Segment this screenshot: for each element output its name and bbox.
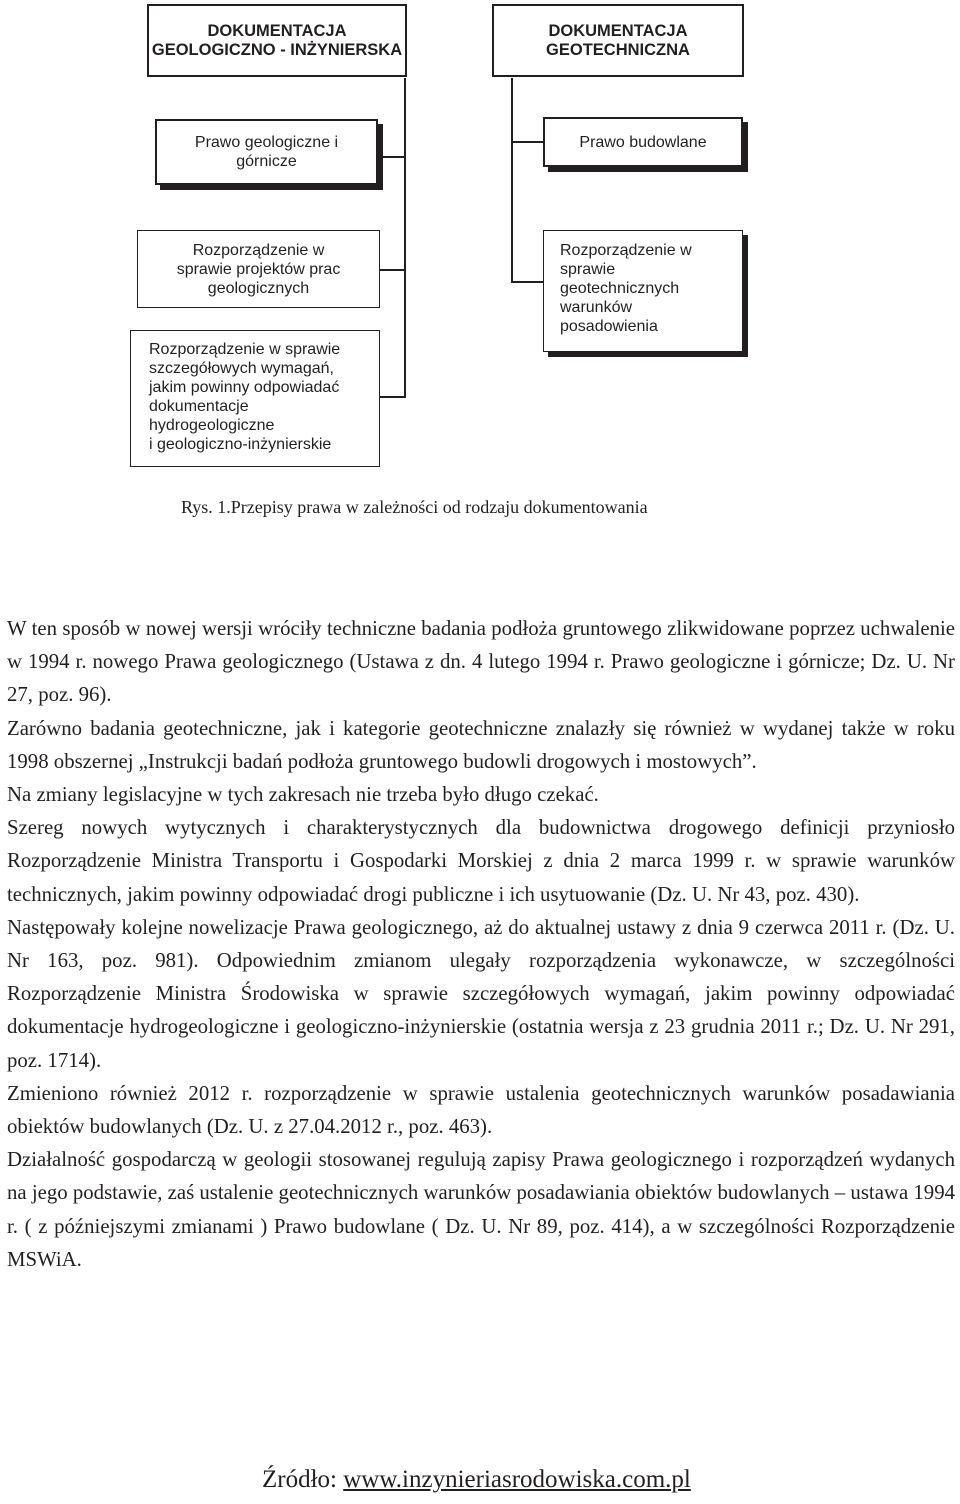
- paragraph: Następowały kolejne nowelizacje Prawa geologicznego, aż do aktualnej ustawy z dnia 9 czerwca 2011 r. (Dz. U. Nr 163, poz. 981). Odpowiednim zmianom ulegały rozporządzenia wykonawcze, w szczególności Rozporządzenie Ministra Środowiska w sprawie szczegółowych wymagań, jakim powinny odpowiadać dokumentacje hydrogeologiczne i geologiczno-inżynierskie (ostatnia wersja z 23 grudnia 2011 r.; Dz. U. Nr 291, poz. 1714).: [7, 915, 955, 1072]
- box-geological-engineering-documentation: [147, 4, 407, 77]
- article-body: [7, 612, 955, 1276]
- paragraph: W ten sposób w nowej wersji wróciły techniczne badania podłoża gruntowego zlikwidowane poprzez uchwalenie w 1994 r. nowego Prawa geologicznego (Ustawa z dn. 4 lutego 1994 r. Prawo geologiczne i górnicze; Dz. U. Nr 27, poz. 96).: [7, 617, 955, 707]
- paragraph: Zmieniono również 2012 r. rozporządzenie w sprawie ustalenia geotechnicznych warunków posadawiania obiektów budowlanych (Dz. U. z 27.04.2012 r., poz. 463).: [7, 1081, 955, 1139]
- box-label: Prawo geologiczne i górnicze: [194, 134, 339, 170]
- paragraph: Szereg nowych wytycznych i charakterystycznych dla budownictwa drogowego definicji przyniosło Rozporządzenie Ministra Transportu i Gospodarki Morskiej z dnia 2 marca 1999 r. w sprawie warunków technicznych, jakim powinny odpowiadać drogi publiczne i ich usytuowanie (Dz. U. Nr 43, poz. 430).: [7, 816, 955, 906]
- box-construction-law: [543, 117, 743, 167]
- source-link[interactable]: www.inzynieriasrodowiska.com.pl: [343, 1466, 691, 1493]
- box-label: Rozporządzenie w sprawie geotechnicznych warunków posadowienia: [560, 242, 692, 335]
- legal-regulations-diagram: [0, 0, 960, 480]
- box-geotechnical-documentation: [492, 4, 744, 77]
- connector-left-low2: [380, 270, 405, 397]
- box-regulation-geological-projects: [137, 230, 380, 308]
- connector-right-mid: [512, 78, 543, 142]
- box-label: Rozporządzenie w sprawie szczegółowych wymagań, jakim powinny odpowiadać dokumentacje hydrogeologiczne i geologiczno-inżynierskie: [149, 341, 341, 453]
- connector-right-low: [512, 142, 543, 282]
- box-label: Rozporządzenie w sprawie projektów prac geologicznych: [176, 241, 341, 297]
- box-label: Prawo budowlane: [579, 133, 707, 151]
- box-regulation-geotechnical-foundation: [543, 230, 743, 352]
- source-line: [262, 1466, 691, 1494]
- box-regulation-hydrogeological-documentation: [130, 330, 380, 467]
- connector-left-mid: [380, 78, 405, 157]
- box-label: DOKUMENTACJA GEOLOGICZNO - INŻYNIERSKA: [151, 21, 403, 59]
- paragraph: Działalność gospodarczą w geologii stosowanej regulują zapisy Prawa geologicznego i rozporządzeń wydanych na jego podstawie, zaś ustalenie geotechnicznych warunków posadawiania obiektów budowlanych – ustawa 1994 r. ( z późniejszymi zmianami ) Prawo budowlane ( Dz. U. Nr 89, poz. 414), a w szczególności Rozporządzenie MSWiA.: [7, 1148, 955, 1271]
- box-label: DOKUMENTACJA GEOTECHNICZNA: [546, 21, 690, 59]
- connector-left-low1: [380, 157, 405, 270]
- box-geological-mining-law: [155, 119, 378, 185]
- figure-caption: Rys. 1.Przepisy prawa w zależności od rodzaju dokumentowania: [181, 497, 648, 517]
- source-label: Źródło:: [262, 1466, 344, 1493]
- paragraph: Na zmiany legislacyjne w tych zakresach nie trzeba było długo czekać.: [7, 783, 599, 807]
- paragraph: Zarówno badania geotechniczne, jak i kategorie geotechniczne znalazły się również w wydanej także w roku 1998 obszernej „Instrukcji badań podłoża gruntowego budowli drogowych i mostowych”.: [7, 716, 955, 773]
